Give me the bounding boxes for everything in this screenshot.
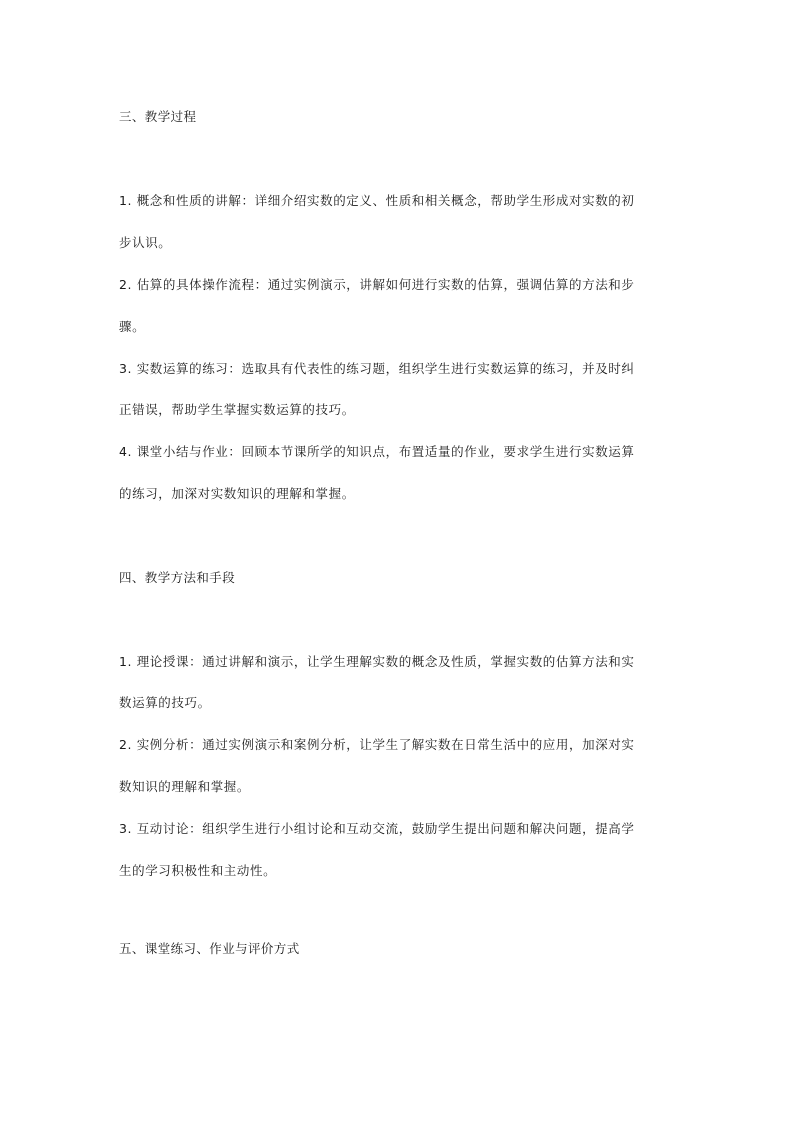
paragraph-line: 1. 概念和性质的讲解：详细介绍实数的定义、性质和相关概念，帮助学生形成对实数的初 <box>119 193 635 208</box>
section-heading-practice-evaluation: 五、课堂练习、作业与评价方式 <box>119 941 300 956</box>
paragraph-line: 1. 理论授课：通过讲解和演示，让学生理解实数的概念及性质，掌握实数的估算方法和实 <box>119 654 635 669</box>
paragraph-line: 2. 实例分析：通过实例演示和案例分析，让学生了解实数在日常生活中的应用，加深对实 <box>119 737 635 752</box>
paragraph-line: 数运算的技巧。 <box>119 695 211 710</box>
paragraph-line: 4. 课堂小结与作业：回顾本节课所学的知识点，布置适量的作业，要求学生进行实数运算 <box>119 444 635 459</box>
paragraph-line: 步认识。 <box>119 235 172 250</box>
paragraph-line: 正错误，帮助学生掌握实数运算的技巧。 <box>119 402 355 417</box>
paragraph-line: 的练习，加深对实数知识的理解和掌握。 <box>119 486 355 501</box>
paragraph-line: 生的学习积极性和主动性。 <box>119 863 277 878</box>
paragraph-line: 数知识的理解和掌握。 <box>119 779 251 794</box>
section-heading-teaching-process: 三、教学过程 <box>119 109 197 124</box>
paragraph-line: 3. 实数运算的练习：选取具有代表性的练习题，组织学生进行实数运算的练习，并及时纠 <box>119 361 635 376</box>
paragraph-line: 3. 互动讨论：组织学生进行小组讨论和互动交流，鼓励学生提出问题和解决问题，提高学 <box>119 821 635 836</box>
section-heading-teaching-methods: 四、教学方法和手段 <box>119 570 236 585</box>
paragraph-line: 骤。 <box>119 319 146 334</box>
paragraph-line: 2. 估算的具体操作流程：通过实例演示，讲解如何进行实数的估算，强调估算的方法和步 <box>119 277 635 292</box>
